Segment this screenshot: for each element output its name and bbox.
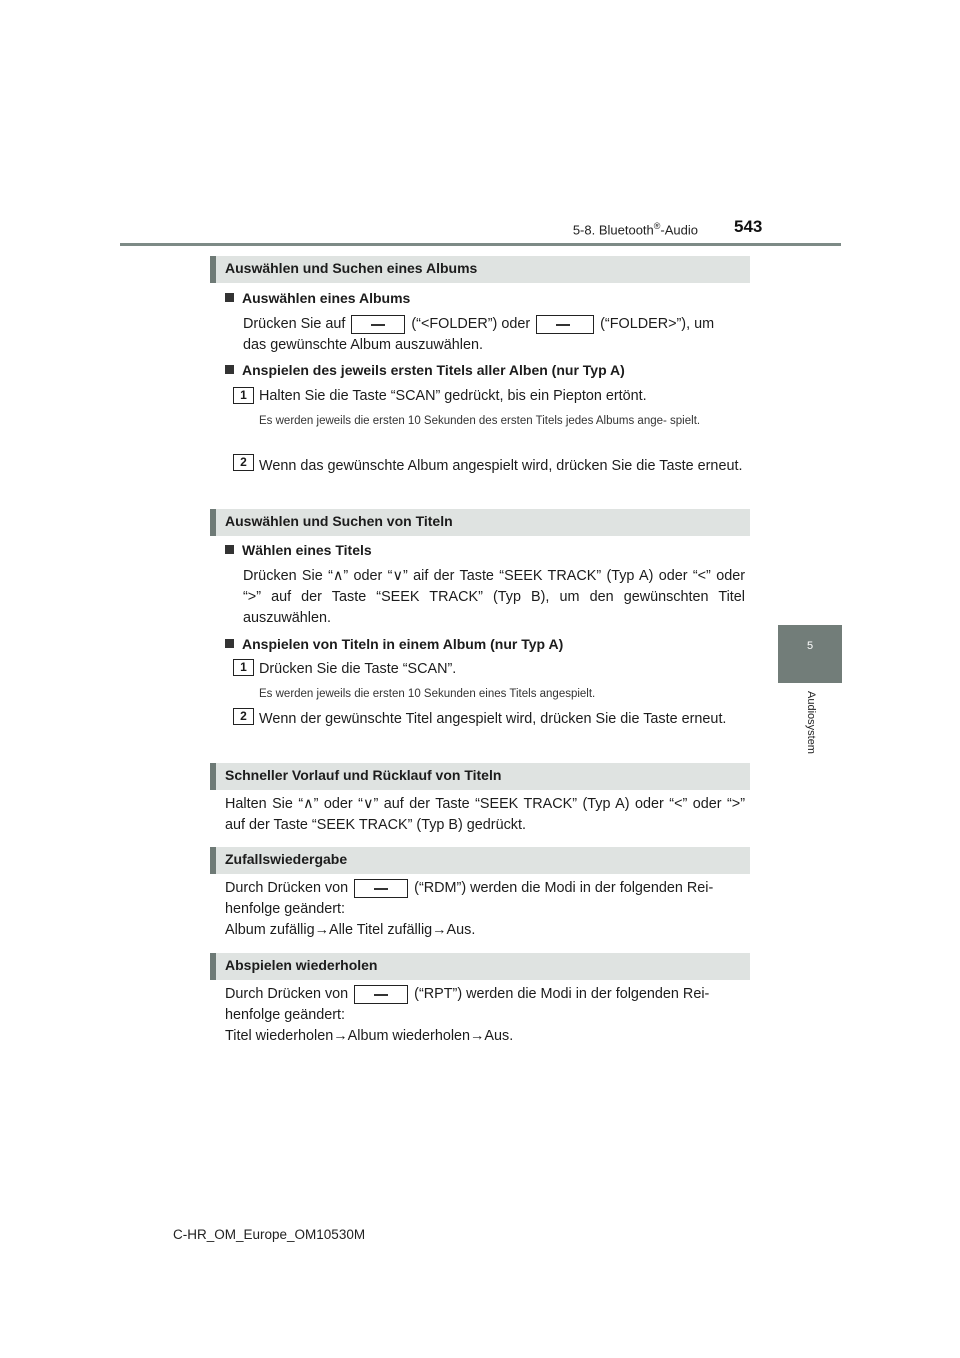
bullet-square-icon xyxy=(225,365,234,374)
step-text: Drücken Sie die Taste “SCAN”. xyxy=(259,661,457,677)
step-number-2: 2 xyxy=(233,708,254,725)
chapter-label: Audiosystem xyxy=(805,691,817,754)
step-text: Wenn der gewünschte Titel angespielt wird, drücken Sie die Taste erneut. xyxy=(259,711,727,727)
paragraph-repeat: Durch Drücken von (“RPT”) werden die Modi in der folgenden Rei- henfolge geändert: Titel wiederholen→Album wiederholen→Aus. xyxy=(225,986,710,1044)
section-header-ffrew: Schneller Vorlauf und Rücklauf von Titeln xyxy=(210,763,750,790)
subheading-scan-titles: Anspielen von Titeln in einem Album (nur Typ A) xyxy=(225,636,563,652)
chapter-number: 5 xyxy=(806,640,814,652)
bullet-square-icon xyxy=(225,545,234,554)
subheading-scan-albums: Anspielen des jeweils ersten Titels aller Alben (nur Typ A) xyxy=(225,362,625,378)
section-header-repeat: Abspielen wiederholen xyxy=(210,953,750,980)
step-number-1: 1 xyxy=(233,659,254,676)
rpt-button-icon xyxy=(354,985,408,1004)
subheading-select-title: Wählen eines Titels xyxy=(225,542,372,558)
paragraph-select-title: Drücken Sie “∧” oder “∨” aif der Taste “SEEK TRACK” (Typ A) oder “<” oder “>” auf der Taste “SEEK TRACK” (Typ B), um den gewünschten Titel auszuwählen. xyxy=(243,568,745,626)
section-header-title: Auswählen und Suchen von Titeln xyxy=(210,509,750,536)
bullet-square-icon xyxy=(225,639,234,648)
step-note: Es werden jeweils die ersten 10 Sekunden des ersten Titels jedes Albums ange- spielt. xyxy=(259,415,701,427)
paragraph-random: Durch Drücken von (“RDM”) werden die Modi in der folgenden Rei- henfolge geändert: Album zufällig→Alle Titel zufällig→Aus. xyxy=(225,880,714,938)
step-text: Wenn das gewünschte Album angespielt wird, drücken Sie die Taste erneut. xyxy=(259,458,743,474)
document-code: C-HR_OM_Europe_OM10530M xyxy=(173,1227,366,1242)
paragraph-select-album: Drücken Sie auf (“<FOLDER”) oder (“FOLDER>”), um das gewünschte Album auszuwählen. xyxy=(243,316,715,353)
section-title: 5-8. Bluetooth®-Audio xyxy=(572,221,698,238)
subheading-select-album: Auswählen eines Albums xyxy=(225,290,410,306)
step-number-1: 1 xyxy=(233,387,254,404)
folder-up-button-icon xyxy=(536,315,594,334)
chapter-tab xyxy=(778,625,842,683)
bullet-square-icon xyxy=(225,293,234,302)
step-text: Halten Sie die Taste “SCAN” gedrückt, bis ein Piepton ertönt. xyxy=(259,388,647,404)
step-number-2: 2 xyxy=(233,454,254,471)
paragraph-ffrew: Halten Sie “∧” oder “∨” auf der Taste “SEEK TRACK” (Typ A) oder “<” oder “>” auf der Taste “SEEK TRACK” (Typ B) gedrückt. xyxy=(225,796,745,833)
page-number: 543 xyxy=(734,217,763,236)
rdm-button-icon xyxy=(354,879,408,898)
folder-down-button-icon xyxy=(351,315,405,334)
header-rule xyxy=(120,243,841,246)
section-header-album: Auswählen und Suchen eines Albums xyxy=(210,256,750,283)
step-note: Es werden jeweils die ersten 10 Sekunden eines Titels angespielt. xyxy=(259,688,596,700)
section-header-random: Zufallswiedergabe xyxy=(210,847,750,874)
